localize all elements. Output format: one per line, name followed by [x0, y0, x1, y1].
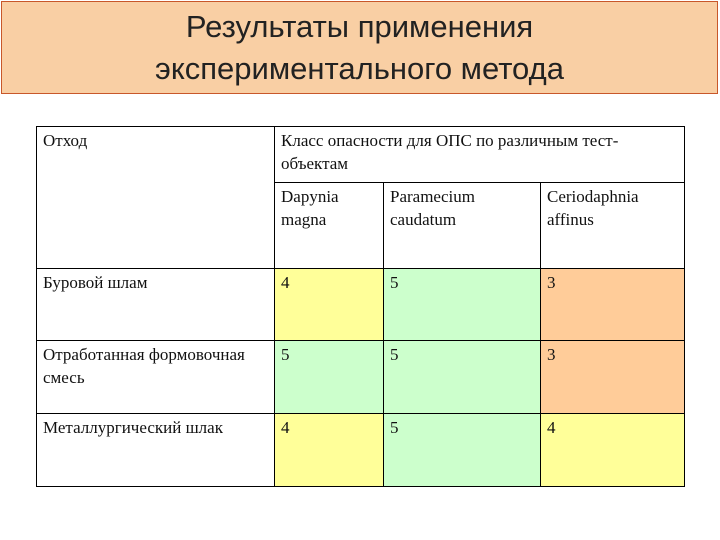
- hazard-value-cell: 4: [275, 414, 384, 487]
- header-species: Ceriodaphnia affinus: [541, 183, 685, 269]
- table-row: [37, 414, 685, 487]
- slide-title: [1, 1, 718, 94]
- hazard-value-cell: 4: [275, 269, 384, 341]
- waste-name: Металлургический шлак: [37, 414, 275, 487]
- hazard-value-cell: 5: [275, 341, 384, 414]
- hazard-value-cell: 4: [541, 414, 685, 487]
- hazard-value-cell: 3: [541, 269, 685, 341]
- waste-name: Отработанная формовочная смесь: [37, 341, 275, 414]
- header-waste: Отход: [37, 127, 275, 269]
- header-species: Dapynia magna: [275, 183, 384, 269]
- results-table: [36, 126, 685, 487]
- hazard-value-cell: 5: [384, 269, 541, 341]
- title-line-2: экспериментального метода: [155, 50, 564, 86]
- waste-name: Буровой шлам: [37, 269, 275, 341]
- title-line-1: Результаты применения: [185, 8, 534, 44]
- table-row: [37, 269, 685, 341]
- header-hazard-class: Класс опасности для ОПС по различным тест-объектам: [275, 127, 685, 183]
- header-species: Paramecium caudatum: [384, 183, 541, 269]
- hazard-value-cell: 5: [384, 414, 541, 487]
- hazard-value-cell: 3: [541, 341, 685, 414]
- hazard-value-cell: 5: [384, 341, 541, 414]
- table-row: [37, 341, 685, 414]
